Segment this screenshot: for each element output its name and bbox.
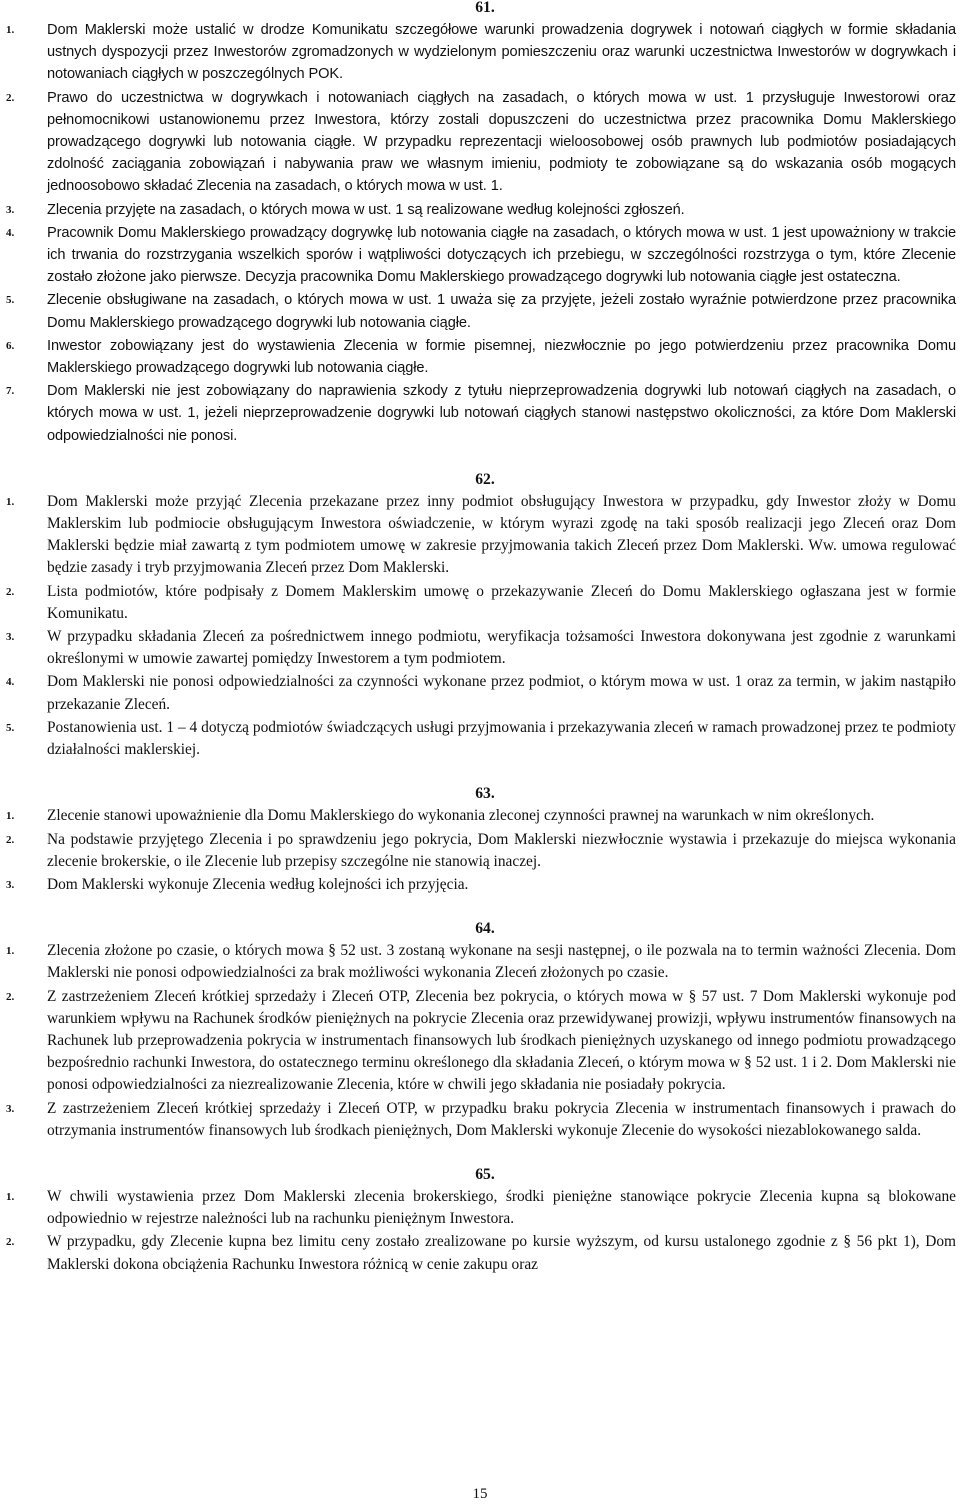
item-number: 2.: [6, 1236, 15, 1249]
item-number: 4.: [6, 676, 15, 689]
item-text: Zlecenie stanowi upoważnienie dla Domu Maklerskiego do wykonania zleconej czynności prawnej na warunkach w nim określonych.: [47, 807, 875, 825]
item-number: 3.: [6, 878, 15, 891]
list-item: [0, 335, 956, 379]
item-number: 4.: [6, 226, 15, 239]
section-title: 64.: [475, 920, 495, 938]
item-list: [0, 19, 956, 447]
list-item: [0, 380, 956, 447]
item-text: Dom Maklerski może przyjąć Zlecenia przekazane przez inny podmiot obsługujący Inwestora w przypadku, gdy Inwestor złoży w Domu Maklerskim lub podmiocie obsługującym Inwestora oświadczenie, w którym wyrazi zgodę na taki sposób realizacji jego Zleceń oraz Dom Maklerski będzie miał zawartą z tym podmiotem umowę w zakresie przyjmowania takich Zleceń przez Dom Maklerski. Ww. umowa regulować będzie zasady i tryb przyjmowania Zleceń przez Dom Maklerski.: [47, 492, 956, 577]
list-item: [0, 717, 956, 761]
item-number: 1.: [6, 495, 15, 508]
item-text: W przypadku, gdy Zlecenie kupna bez limitu ceny zostało zrealizowane po kursie wyższym, od kursu ustalonego zgodnie z § 56 pkt 1), Dom Maklerski dokona obciążenia Rachunku Inwestora różnicą w cenie zakupu oraz: [47, 1233, 956, 1273]
item-text: Dom Maklerski wykonuje Zlecenia według kolejności ich przyjęcia.: [47, 875, 469, 893]
section-61: [0, 0, 956, 447]
list-item: [0, 874, 956, 896]
item-number: 6.: [6, 339, 15, 352]
item-text: Zlecenia przyjęte na zasadach, o których mowa w ust. 1 są realizowane według kolejności zgłoszeń.: [47, 201, 685, 218]
item-number: 5.: [6, 721, 15, 734]
section-title: 63.: [475, 785, 495, 803]
section-62: [0, 469, 956, 761]
item-text: W chwili wystawienia przez Dom Maklerski zlecenia brokerskiego, środki pieniężne stanowiące pokrycie Zlecenia kupna są blokowane odpowiednio w rejestrze należności lub na rachunku pieniężnym Inwestora.: [47, 1187, 956, 1228]
list-item: [0, 805, 956, 827]
item-text: Prawo do uczestnictwa w dogrywkach i notowaniach ciągłych na zasadach, o których mowa w ust. 1 przysługuje Inwestorowi oraz pełnomocnikowi ustanowionemu przez Inwestora, którzy zostali dopuszczeni do uczestnictwa przez pracownika Domu Maklerskiego prowadzącego dogrywki lub notowania ciągłe. W przypadku reprezentacji wieloosobowej osób prawnych lub podmiotów posiadających zdolność zaciągania zobowiązań i nabywania praw we własnym imieniu, podmioty te zobowiązane są do wskazania osób mogących jednoosobowo składać Zlecenia na zasadach, o których mowa w ust. 1.: [47, 89, 956, 195]
item-number: 3.: [6, 1102, 15, 1115]
list-item: [0, 87, 956, 198]
item-number: 3.: [6, 203, 15, 216]
item-text: Z zastrzeżeniem Zleceń krótkiej sprzedaży i Zleceń OTP, w przypadku braku pokrycia Zlecenia w instrumentach finansowych i prawach do otrzymania instrumentów finansowych lub środkach pieniężnych, Dom Maklerski wykonuje Zlecenie do wysokości niezablokowanego salda.: [47, 1099, 956, 1139]
list-item: [0, 581, 956, 625]
item-number: 2.: [6, 990, 15, 1003]
item-number: 1.: [6, 810, 15, 823]
item-text: Inwestor zobowiązany jest do wystawienia Zlecenia w formie pisemnej, niezwłocznie po jego potwierdzeniu przez pracownika Domu Maklerskiego prowadzącego dogrywki lub notowania ciągłe.: [47, 337, 956, 377]
list-item: [0, 199, 956, 221]
item-number: 2.: [6, 91, 15, 104]
item-text: Dom Maklerski nie ponosi odpowiedzialności za czynności wykonane przez podmiot, o którym mowa w ust. 1 oraz za termin, w jakim nastąpiło przekazanie Zleceń.: [47, 673, 956, 713]
item-number: 7.: [6, 385, 15, 398]
list-item: [0, 491, 956, 580]
item-number: 3.: [6, 631, 15, 644]
section-title: 65.: [475, 1165, 495, 1183]
section-title: 62.: [475, 470, 495, 488]
list-item: [0, 829, 956, 873]
item-text: Dom Maklerski może ustalić w drodze Komunikatu szczegółowe warunki prowadzenia dogrywek i notowań ciągłych w formie składania ustnych dyspozycji przez Inwestorów zgromadzonych w wydzielonym pomieszczeniu oraz warunki uczestnictwa Inwestorów w dogrywkach i notowaniach ciągłych w poszczególnych POK.: [47, 22, 956, 83]
item-text: Z zastrzeżeniem Zleceń krótkiej sprzedaży i Zleceń OTP, Zlecenia bez pokrycia, o których mowa w § 57 ust. 7 Dom Maklerski wykonuje pod warunkiem wpływu na Rachunek środków pieniężnych na pokrycie Zlecenia oraz przewidywanej prowizji, wpływu instrumentów finansowych na Rachunek lub przeprowadzenia pokrycia w instrumentach finansowych lub środkach pieniężnych uzyskanego od innego podmiotu prowadzącego bezpośrednio rachunki Inwestora, do ostatecznego terminu określonego dla składania Zleceń, o którym mowa w § 52 ust. 1 i 2. Dom Maklerski nie ponosi odpowiedzialności za niezrealizowanie Zlecenia, które w chwili jego składania nie posiadały pokrycia.: [47, 987, 956, 1094]
page-number: 15: [472, 1486, 488, 1502]
item-number: 2.: [6, 585, 15, 598]
section-title: 61.: [475, 0, 495, 16]
item-number: 5.: [6, 294, 15, 307]
item-number: 2.: [6, 833, 15, 846]
item-list: [0, 1186, 956, 1276]
item-text: Na podstawie przyjętego Zlecenia i po sprawdzeniu jego pokrycia, Dom Maklerski niezwłocznie wystawia i przekazuje do miejsca wykonania zlecenie brokerskie, o ile Zlecenie lub przepisy szczególne nie stanowią inaczej.: [47, 830, 956, 870]
list-item: [0, 626, 956, 670]
item-number: 1.: [6, 945, 15, 958]
list-item: [0, 19, 956, 86]
item-text: Zlecenie obsługiwane na zasadach, o których mowa w ust. 1 uważa się za przyjęte, jeżeli zostało wyraźnie potwierdzone przez pracownika Domu Maklerskiego prowadzącego dogrywki lub notowania ciągłe.: [47, 292, 956, 331]
item-list: [0, 940, 956, 1142]
item-list: [0, 805, 956, 896]
section-65: [0, 1164, 956, 1276]
list-item: [0, 671, 956, 715]
item-text: Pracownik Domu Maklerskiego prowadzący dogrywkę lub notowania ciągłe na zasadach, o których mowa w ust. 1 jest upoważniony w trakcie ich trwania do rozstrzygania wszelkich sporów i wątpliwości dotyczących ich przebiegu, w szczególności rozstrzyga o tym, które Zlecenie zostało złożone jako pierwsze. Decyzja pracownika Domu Maklerskiego prowadzącego dogrywki lub notowania ciągłe jest ostateczna.: [47, 224, 956, 286]
list-item: [0, 1186, 956, 1230]
list-item: [0, 986, 956, 1097]
item-text: W przypadku składania Zleceń za pośrednictwem innego podmiotu, weryfikacja tożsamości Inwestora dokonywana jest zgodnie z warunkami określonymi w umowie zawartej pomiędzy Inwestorem a tym podmiotem.: [47, 628, 956, 668]
item-text: Postanowienia ust. 1 – 4 dotyczą podmiotów świadczących usługi przyjmowania i przekazywania zleceń w ramach prowadzonej przez te podmioty działalności maklerskiej.: [47, 718, 956, 759]
list-item: [0, 1231, 956, 1275]
item-text: Lista podmiotów, które podpisały z Domem Maklerskim umowę o przekazywanie Zleceń do Domu Maklerskiego ogłaszana jest w formie Komunikatu.: [47, 582, 956, 622]
section-63: [0, 783, 956, 896]
list-item: [0, 940, 956, 984]
list-item: [0, 222, 956, 289]
item-number: 1.: [6, 1190, 15, 1203]
item-text: Zlecenia złożone po czasie, o których mowa § 52 ust. 3 zostaną wykonane na sesji następnej, o ile pozwala na to termin ważności Zlecenia. Dom Maklerski nie ponosi odpowiedzialności za brak możliwości wykonania Zleceń złożonych po czasie.: [47, 942, 956, 982]
list-item: [0, 1098, 956, 1142]
item-number: 1.: [6, 24, 15, 36]
item-list: [0, 491, 956, 761]
section-64: [0, 918, 956, 1142]
item-text: Dom Maklerski nie jest zobowiązany do naprawienia szkody z tytułu nieprzeprowadzenia dogrywki lub notowań ciągłych na zasadach, o których mowa w ust. 1, jeżeli nieprzeprowadzenie dogrywki lub notowań ciągłych stanowi następstwo okoliczności, za które Dom Maklerski odpowiedzialności nie ponosi.: [47, 383, 956, 444]
list-item: [0, 289, 956, 333]
